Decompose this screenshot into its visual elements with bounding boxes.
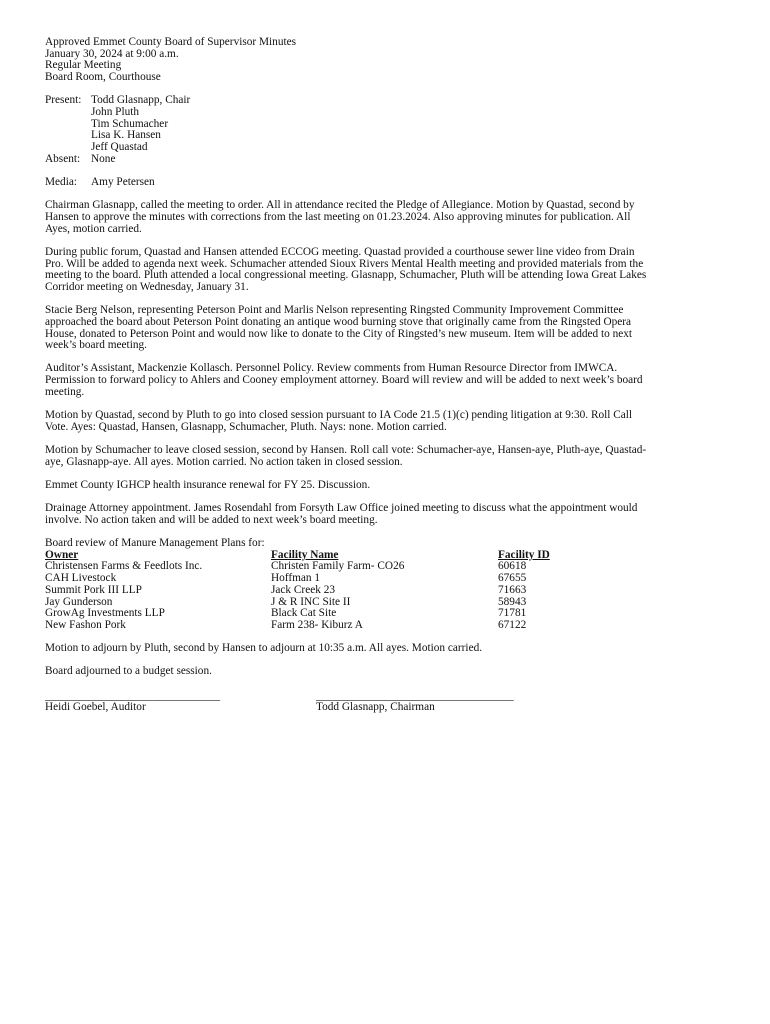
paragraph-public-forum [45, 247, 725, 294]
paragraph-line: Auditor’s Assistant, Mackenzie Kollasch. Personnel Policy. Review comments from Human Resource Director from IMWCA. [45, 362, 618, 375]
paragraph-insurance-renewal [45, 480, 725, 492]
auditor-signature [45, 690, 220, 714]
paragraph-line: week’s board meeting. [45, 339, 147, 352]
paragraph-line: Vote. Ayes: Quastad, Hansen, Glasnapp, Schumacher, Pluth. Nays: none. Motion carried. [45, 420, 447, 433]
present-list [91, 95, 190, 154]
facility-id-cell: 71781 [498, 607, 527, 620]
paragraph-leave-closed-session [45, 445, 725, 468]
media-line [45, 177, 725, 189]
paragraph-closed-session [45, 410, 725, 433]
facility-name-cell: Jack Creek 23 [271, 583, 335, 596]
paragraph-line: House, donated to Peterson Point and would now like to donate to the City of Ringsted’s new museum. Item will be added to next [45, 327, 633, 340]
auditor-name: Heidi Goebel, Auditor [45, 701, 146, 714]
present-member: John Pluth [91, 106, 140, 119]
media-value: Amy Petersen [91, 176, 155, 189]
media-label: Media: [45, 176, 77, 189]
paragraph-line: Emmet County IGHCP health insurance renewal for FY 25. Discussion. [45, 478, 371, 491]
attendance-present [45, 95, 725, 154]
facility-name-cell: J & R INC Site II [271, 595, 351, 608]
owner-cell: Jay Gunderson [45, 595, 113, 608]
paragraph-personnel-policy [45, 363, 725, 398]
paragraph-line: approached the board about Peterson Point donating an antique wood burning stove that originally came from the Ringsted Opera [45, 315, 632, 328]
table-row [45, 561, 725, 573]
owner-cell: CAH Livestock [45, 572, 117, 585]
header-date: January 30, 2024 at 9:00 a.m. [45, 47, 179, 60]
facility-name-cell: Farm 238- Kiburz A [271, 618, 363, 631]
paragraph-line: During public forum, Quastad and Hansen attended ECCOG meeting. Quastad provided a courthouse sewer line video from Drain [45, 245, 635, 258]
attendance-absent [45, 154, 725, 166]
table-intro: Board review of Manure Management Plans for: [45, 537, 265, 549]
facility-id-cell: 67655 [498, 572, 527, 585]
absent-value: None [91, 152, 116, 165]
facility-id-cell: 60618 [498, 560, 527, 573]
facility-id-cell: 58943 [498, 595, 527, 608]
chairman-signature [316, 690, 514, 714]
column-header-facility-name: Facility Name [271, 548, 339, 561]
chairman-name: Todd Glasnapp, Chairman [316, 701, 435, 714]
minutes-content [45, 37, 725, 730]
present-label: Present: [45, 94, 82, 107]
present-member: Tim Schumacher [91, 117, 169, 130]
paragraph-line: Pro. Will be added to agenda next week. Schumacher attended Sioux Rivers Mental Health meeting and provided materials from the [45, 257, 644, 270]
header-location: Board Room, Courthouse [45, 71, 161, 84]
table-row [45, 573, 725, 585]
paragraph-line: Corridor meeting on Wednesday, January 31. [45, 280, 249, 293]
facility-name-cell: Christen Family Farm- CO26 [271, 560, 405, 573]
paragraph-adjourn-motion: Motion to adjourn by Pluth, second by Hansen to adjourn at 10:35 a.m. All ayes. Motion carried. [45, 642, 483, 655]
paragraph-line: aye, Glasnapp-aye. All ayes. Motion carried. No action taken in closed session. [45, 455, 403, 468]
paragraph-drainage-attorney [45, 503, 725, 526]
present-member: Jeff Quastad [91, 141, 148, 154]
paragraph-line: meeting to the board. Pluth attended a local congressional meeting. Glasnapp, Schumacher, Pluth will be attending Iowa Great Lakes [45, 269, 647, 282]
paragraph-line: Hansen to approve the minutes with corrections from the last meeting on 01.23.2024. Also approving minutes for publication. All [45, 210, 631, 223]
owner-cell: Christensen Farms & Feedlots Inc. [45, 560, 203, 573]
present-member: Lisa K. Hansen [91, 129, 161, 142]
manure-plans-table [45, 538, 725, 632]
paragraph-line: involve. No action taken and will be added to next week’s board meeting. [45, 513, 378, 526]
table-row [45, 608, 725, 620]
paragraph-line: Permission to forward policy to Ahlers and Cooney employment attorney. Board will review and will be added to next week’s board [45, 374, 643, 387]
column-header-facility-id: Facility ID [498, 548, 550, 561]
signature-line: _______________________________ [45, 690, 221, 703]
facility-name-cell: Hoffman 1 [271, 572, 321, 585]
paragraph-line: Drainage Attorney appointment. James Rosendahl from Forsyth Law Office joined meeting to discuss what the appointment would [45, 502, 638, 515]
table-row [45, 620, 725, 632]
table-row [45, 585, 725, 597]
owner-cell: Summit Pork III LLP [45, 583, 142, 596]
facility-id-cell: 71663 [498, 583, 527, 596]
paragraph-call-to-order [45, 200, 725, 235]
present-member: Todd Glasnapp, Chair [91, 94, 191, 107]
paragraph-line: Chairman Glasnapp, called the meeting to order. All in attendance recited the Pledge of Allegiance. Motion by Quastad, second by [45, 199, 635, 212]
facility-id-cell: 67122 [498, 618, 527, 631]
owner-cell: New Fashon Pork [45, 618, 126, 631]
signature-block [45, 690, 725, 730]
paragraph-line: Ayes, motion carried. [45, 222, 142, 235]
absent-label: Absent: [45, 152, 81, 165]
facility-name-cell: Black Cat Site [271, 607, 337, 620]
document-header [45, 37, 725, 84]
header-meeting-type: Regular Meeting [45, 59, 122, 72]
paragraph-line: meeting. [45, 385, 85, 398]
paragraph-adjourned: Board adjourned to a budget session. [45, 665, 212, 678]
column-header-owner: Owner [45, 548, 79, 561]
signature-line: ___________________________________ [316, 690, 514, 703]
paragraph-peterson-point [45, 305, 725, 352]
paragraph-line: Motion by Quastad, second by Pluth to go into closed session pursuant to IA Code 21.5 (1)(c) pending litigation at 9:30. Roll Call [45, 409, 633, 422]
header-title: Approved Emmet County Board of Supervisor Minutes [45, 36, 297, 48]
owner-cell: GrowAg Investments LLP [45, 607, 165, 620]
paragraph-line: Motion by Schumacher to leave closed session, second by Hansen. Roll call vote: Schumacher-aye, Hansen-aye, Pluth-aye, Quastad- [45, 443, 647, 456]
paragraph-line: Stacie Berg Nelson, representing Peterson Point and Marlis Nelson representing Ringsted Community Improvement Committee [45, 304, 624, 317]
